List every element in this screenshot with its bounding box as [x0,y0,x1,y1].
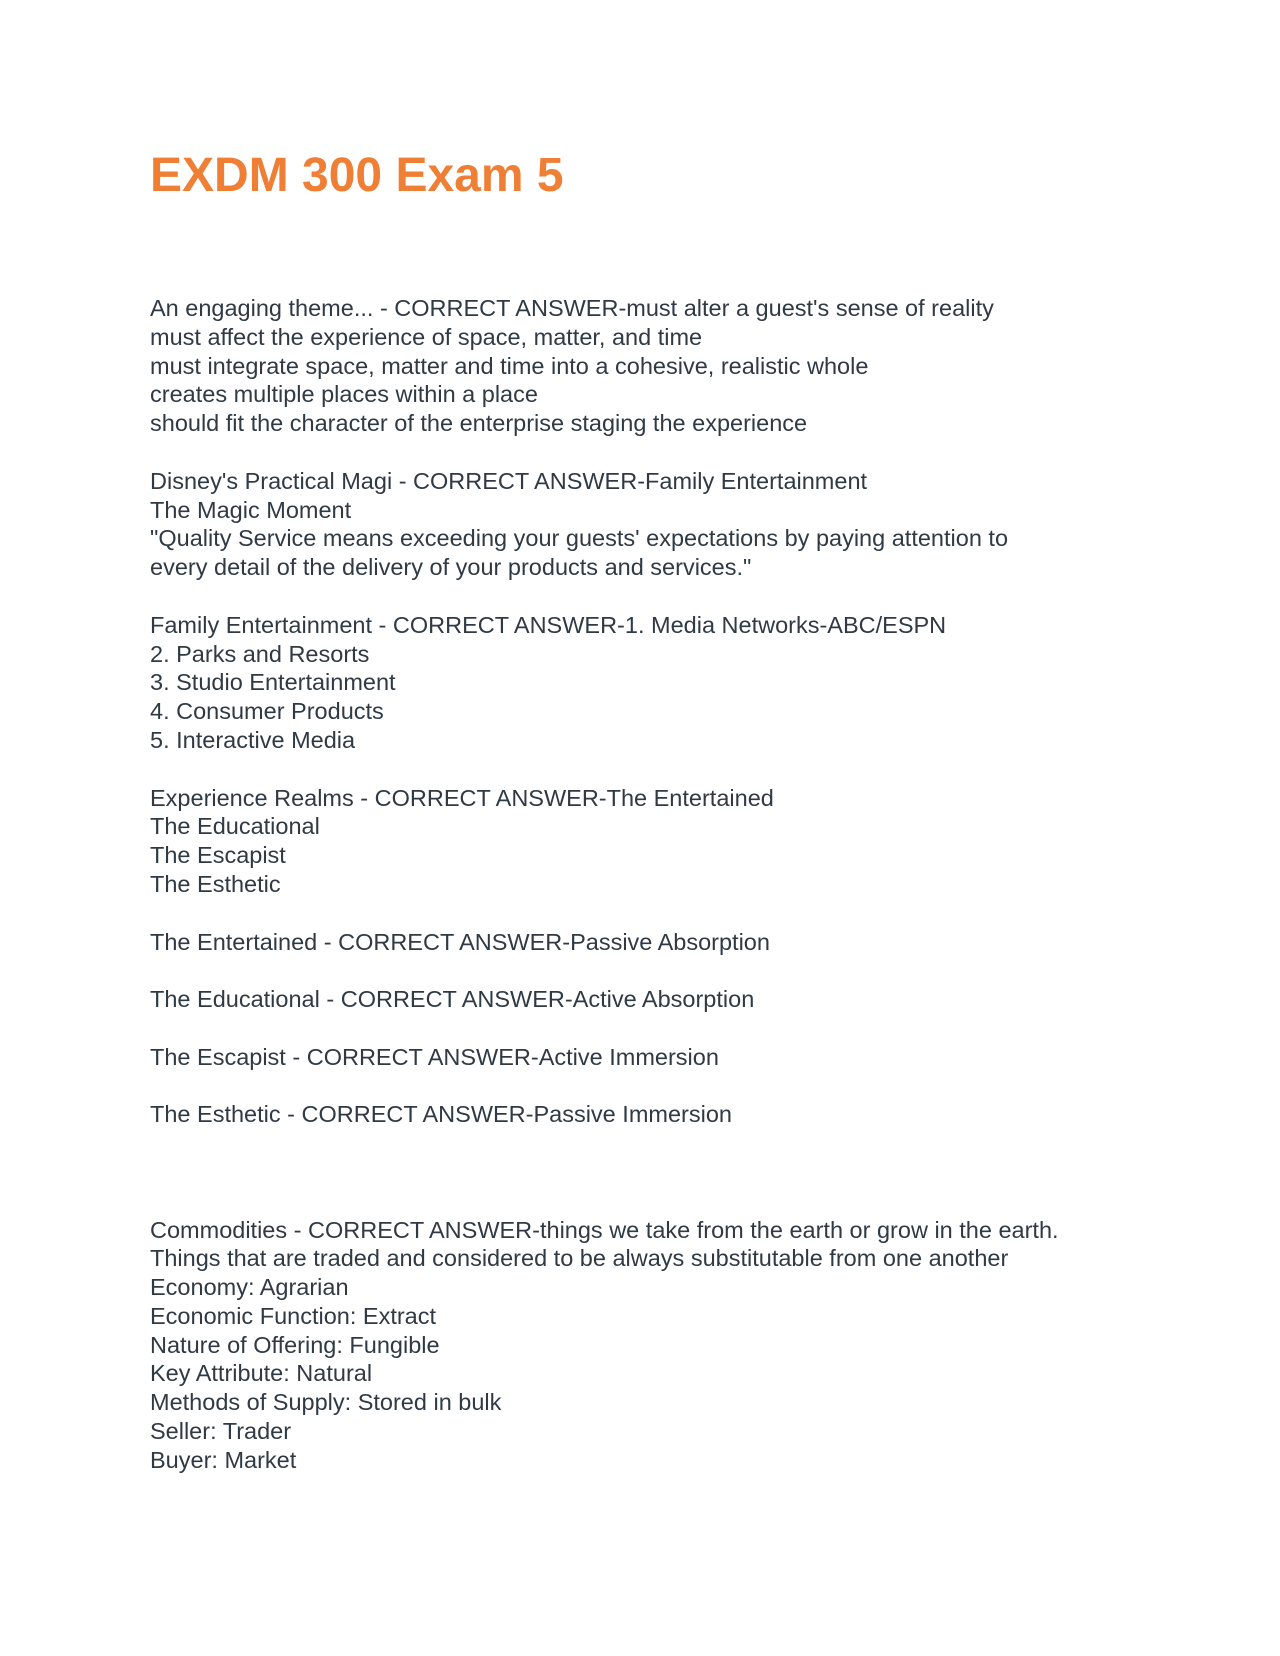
qa-entry-disney-practical-magic [150,467,1230,582]
qa-entry-experience-realms [150,784,1230,899]
entry-line: Experience Realms - CORRECT ANSWER-The Entertained [150,784,774,811]
entry-line: Nature of Offering: Fungible [150,1331,440,1358]
entry-line: The Educational - CORRECT ANSWER-Active Absorption [150,986,755,1013]
qa-entry-family-entertainment [150,611,1230,755]
entry-line: should fit the character of the enterprise staging the experience [150,410,808,437]
qa-entry-the-escapist [150,1043,1230,1072]
qa-entry-engaging-theme [150,294,1230,438]
entry-line: The Escapist [150,842,286,869]
qa-entry-the-entertained [150,928,1230,957]
entry-line: The Educational [150,813,320,840]
entry-line: creates multiple places within a place [150,381,538,408]
entry-line: Family Entertainment - CORRECT ANSWER-1. Media Networks-ABC/ESPN [150,611,947,638]
entry-line: Things that are traded and considered to be always substitutable from one another [150,1245,1009,1272]
entry-line: must affect the experience of space, matter, and time [150,323,703,350]
qa-list [150,294,1230,1503]
entry-line: "Quality Service means exceeding your guests' expectations by paying attention to [150,525,1009,552]
qa-entry-commodities [150,1216,1230,1475]
document-title: EXDM 300 Exam 5 [150,149,564,202]
entry-line: Economic Function: Extract [150,1302,437,1329]
entry-line: The Esthetic - CORRECT ANSWER-Passive Immersion [150,1101,732,1128]
entry-line: The Entertained - CORRECT ANSWER-Passive Absorption [150,928,770,955]
qa-entry-the-educational [150,985,1230,1014]
entry-line: 3. Studio Entertainment [150,669,396,696]
entry-line: 5. Interactive Media [150,726,356,753]
entry-line: An engaging theme... - CORRECT ANSWER-must alter a guest's sense of reality [150,295,994,321]
entry-line: 4. Consumer Products [150,698,384,725]
entry-line: Seller: Trader [150,1418,292,1445]
qa-entry-the-esthetic [150,1100,1230,1129]
entry-line: 2. Parks and Resorts [150,640,370,667]
entry-line: Methods of Supply: Stored in bulk [150,1389,502,1416]
entry-line: Economy: Agrarian [150,1274,349,1301]
entry-line: must integrate space, matter and time into a cohesive, realistic whole [150,352,869,379]
entry-line: Disney's Practical Magi - CORRECT ANSWER-Family Entertainment [150,467,868,494]
entry-line: The Magic Moment [150,496,352,523]
entry-line: every detail of the delivery of your products and services." [150,554,752,581]
entry-line: Commodities - CORRECT ANSWER-things we take from the earth or grow in the earth. [150,1216,1059,1243]
entry-line: The Escapist - CORRECT ANSWER-Active Immersion [150,1043,719,1070]
entry-line: Key Attribute: Natural [150,1360,373,1387]
entry-line: Buyer: Market [150,1446,297,1473]
entry-line: The Esthetic [150,870,281,897]
